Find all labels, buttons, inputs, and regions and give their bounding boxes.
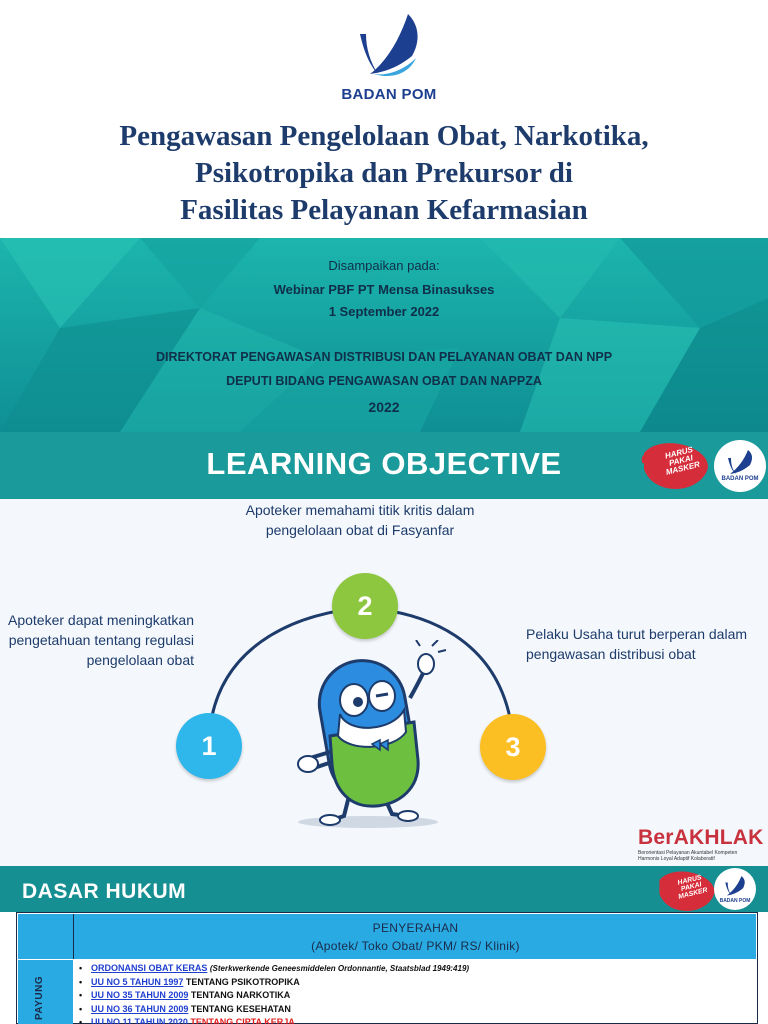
law-subject: TENTANG KESEHATAN <box>190 1003 291 1014</box>
learning-objective-slide <box>0 432 768 866</box>
list-item: • UU NO 36 TAHUN 2009 TENTANG KESEHATAN <box>79 1003 291 1014</box>
deputy-name: DEPUTI BIDANG PENGAWASAN OBAT DAN NAPPZA <box>226 374 542 388</box>
title-line: Psikotropika dan Prekursor di <box>195 157 573 189</box>
capsule-mascot-illustration <box>288 640 448 830</box>
objective-1-circle: 1 <box>176 713 242 779</box>
objective-1-text: Apoteker dapat meningkatkan pengetahuan tentang regulasi pengelolaan obat <box>7 612 194 668</box>
badan-pom-emblem-icon <box>356 12 422 82</box>
law-link[interactable]: UU NO 35 TAHUN 2009 <box>91 990 189 1000</box>
presentation-year: 2022 <box>368 399 400 415</box>
bpom-badge <box>714 868 756 910</box>
objective-2-text: Apoteker memahami titik kritis dalam pengelolaan obat di Fasyanfar <box>245 502 475 538</box>
list-item: • UU NO 35 TAHUN 2009 TENTANG NARKOTIKA <box>79 990 291 1000</box>
slide-header <box>0 866 768 912</box>
list-item: • ORDONANSI OBAT KERAS (Sterkwerkende Geneesmiddelen Ordonnantie, Staatsblad 1949:419) <box>79 963 470 973</box>
title-line: Fasilitas Pelayanan Kefarmasian <box>180 194 588 226</box>
law-link[interactable]: UU NO 5 TAHUN 1997 <box>91 976 184 987</box>
berakhlak-word-1: Ber <box>638 826 674 849</box>
slide-title: LEARNING OBJECTIVE <box>206 446 562 481</box>
column-header-title: PENYERAHAN <box>372 921 459 935</box>
objective-3-circle: 3 <box>480 714 546 780</box>
law-note: (Sterkwerkende Geneesmiddelen Ordonnantie, Staatsblad 1949:419) <box>209 964 470 973</box>
bpom-badge-text: BADAN POM <box>719 898 751 904</box>
row-label-text: PAYUNG <box>34 975 45 1020</box>
law-link[interactable]: UU NO 36 TAHUN 2009 <box>91 1003 189 1014</box>
berakhlak-wordmark <box>638 826 768 850</box>
presented-at-label: Disampaikan pada: <box>328 258 440 273</box>
law-link[interactable]: UU NO 11 TAHUN 2020 <box>91 1017 188 1024</box>
mask-badge <box>656 868 716 911</box>
legal-basis-slide <box>0 866 768 1024</box>
table-row-label-cell <box>18 960 73 1024</box>
table-corner-cell <box>18 914 73 959</box>
column-header-subtitle: (Apotek/ Toko Obat/ PKM/ RS/ Klinik) <box>311 939 520 953</box>
presentation-title <box>0 118 768 229</box>
table-column-header <box>73 914 756 959</box>
directorate-name: DIREKTORAT PENGAWASAN DISTRIBUSI DAN PELAYANAN OBAT DAN NPP <box>155 350 613 364</box>
slide-title: DASAR HUKUM <box>22 880 187 903</box>
badan-pom-logo <box>334 12 444 104</box>
law-list <box>79 962 754 1024</box>
title-slide <box>0 0 768 432</box>
legal-basis-table <box>16 912 758 1024</box>
title-line: Pengawasan Pengelolaan Obat, Narkotika, <box>119 120 649 152</box>
mask-badge-text: HARUS PAKAI MASKER <box>664 444 701 477</box>
berakhlak-logo <box>638 826 768 862</box>
bpom-badge-text: BADAN POM <box>721 476 759 482</box>
list-item: • UU NO 11 TAHUN 2020 TENTANG CIPTA KERJA <box>79 1016 754 1024</box>
law-subject: TENTANG NARKOTIKA <box>190 990 291 1000</box>
logo-text: BADAN POM <box>341 86 437 103</box>
law-subject: TENTANG CIPTA KERJA <box>190 1017 295 1024</box>
berakhlak-subtitle: Berorientasi Pelayanan Akuntabel Kompeten Harmonis Loyal Adaptif Kolaboratif <box>638 850 738 862</box>
law-subject: TENTANG PSIKOTROPIKA <box>185 976 300 987</box>
webinar-name: Webinar PBF PT Mensa Binasukses <box>273 282 495 297</box>
list-item: • UU NO 5 TAHUN 1997 TENTANG PSIKOTROPIKA <box>79 976 300 987</box>
berakhlak-word-2: AKHLAK <box>673 826 764 849</box>
presentation-date: 1 September 2022 <box>328 304 440 319</box>
objective-3-text: Pelaku Usaha turut berperan dalam pengawasan distribusi obat <box>526 626 748 662</box>
objective-2-circle: 2 <box>332 573 398 639</box>
mask-badge-text: HARUS PAKAI MASKER <box>676 873 709 901</box>
law-link[interactable]: ORDONANSI OBAT KERAS <box>91 963 208 973</box>
